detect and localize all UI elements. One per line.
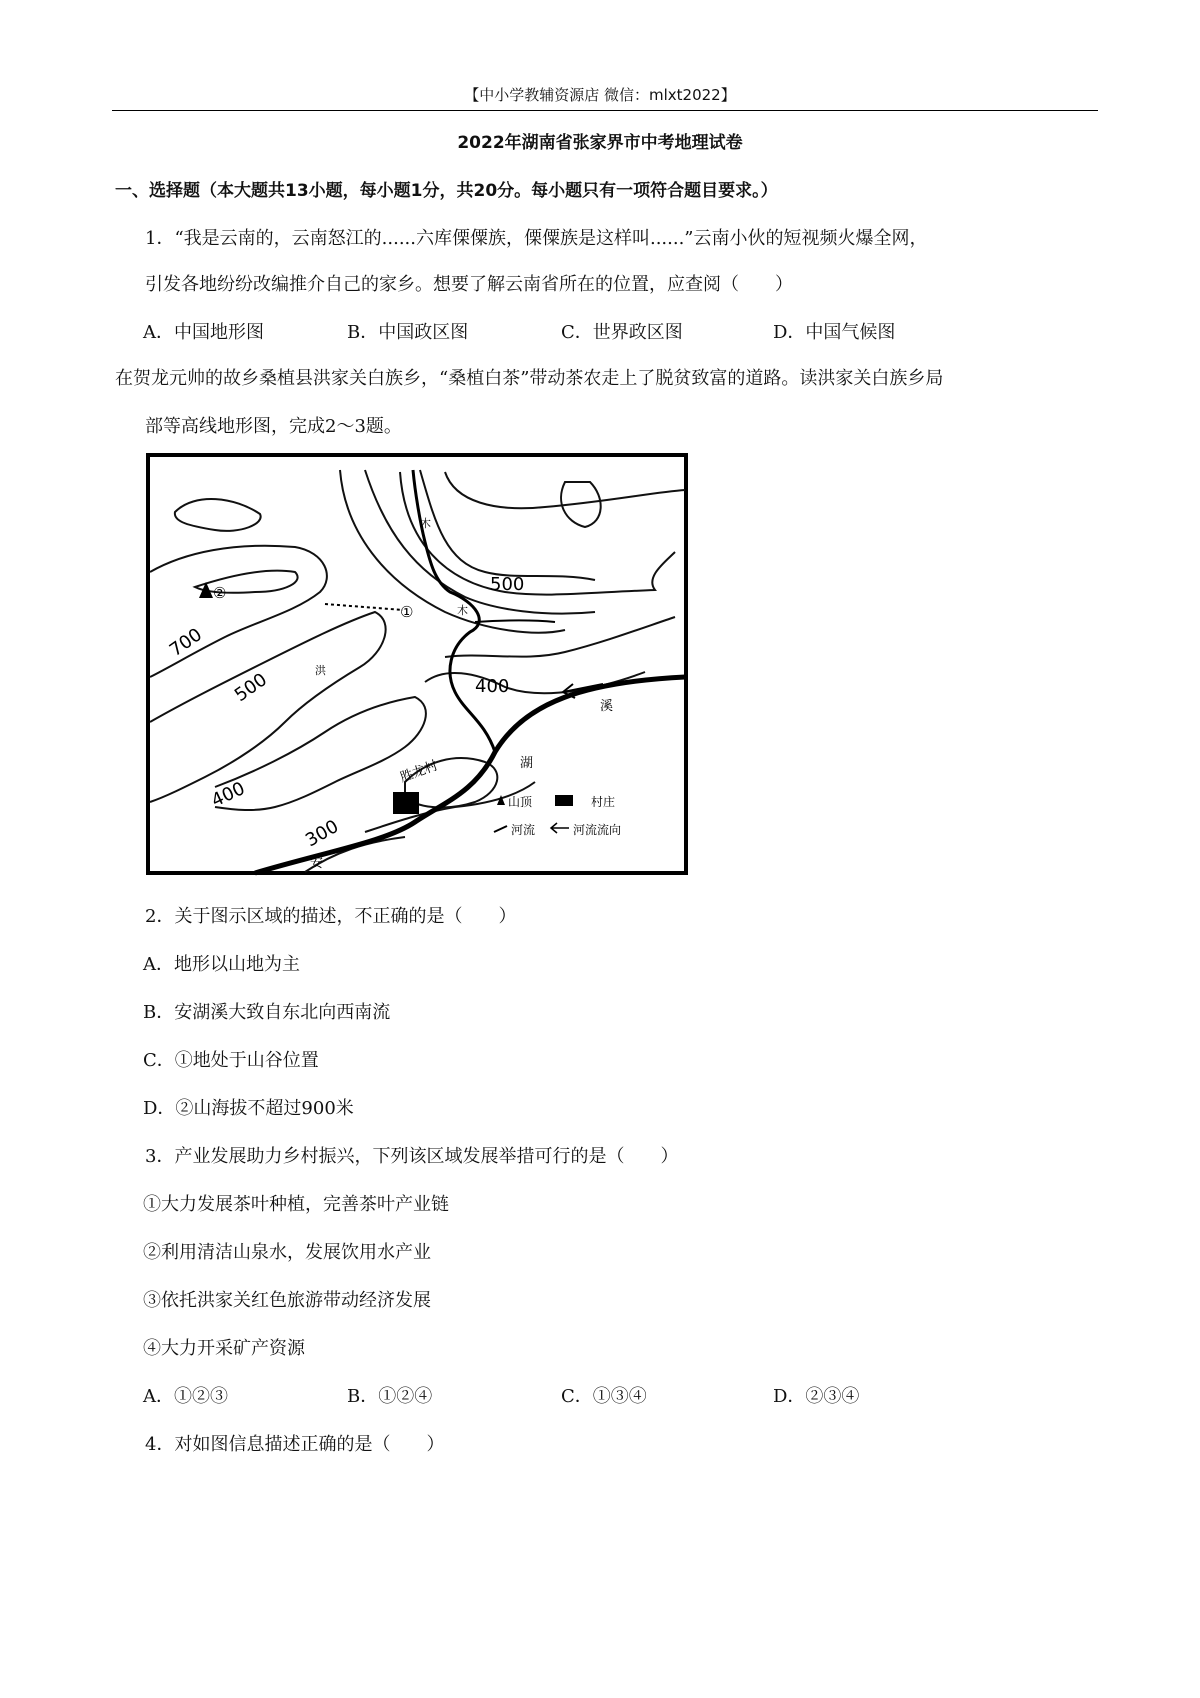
contour-label-400-e: 400 (475, 676, 510, 697)
q3-item-3: ③依托洪家关红色旅游带动经济发展 (143, 1290, 431, 1311)
q2-option-d[interactable]: D．②山海拔不超过900米 (143, 1098, 354, 1119)
river-char-3: 安 (310, 856, 324, 871)
contour-label-700: 700 (165, 624, 207, 662)
legend-village: 村庄 (591, 795, 616, 809)
q1-option-b[interactable]: B．中国政区图 (347, 322, 469, 343)
village-label: 胜龙村 (398, 758, 441, 786)
section-heading: 一、选择题（本大题共13小题，每小题1分，共20分。每小题只有一项符合题目要求。） (115, 181, 778, 201)
q2-option-b[interactable]: B．安湖溪大致自东北向西南流 (143, 1002, 391, 1023)
legend-flow: 河流流向 (573, 823, 622, 837)
contour-label-500-ne: 500 (490, 574, 525, 595)
q1-line2: 引发各地纷纷改编推介自己的家乡。想要了解云南省所在的位置，应查阅（ ） (145, 274, 793, 295)
q2-stem: 2．关于图示区域的描述，不正确的是（ ） (145, 906, 517, 927)
q3-option-d[interactable]: D．②③④ (773, 1386, 860, 1407)
q2-option-a[interactable]: A．地形以山地为主 (143, 954, 300, 975)
legend-village-icon (555, 795, 573, 806)
intro-line2: 部等高线地形图，完成2～3题。 (145, 416, 402, 437)
q1-option-d[interactable]: D．中国气候图 (773, 322, 896, 343)
legend-river: 河流 (511, 823, 536, 837)
contour-label-400-sw: 400 (208, 777, 249, 812)
header-divider (112, 110, 1098, 111)
intro-line1: 在贺龙元帅的故乡桑植县洪家关白族乡，“桑植白茶”带动茶农走上了脱贫致富的道路。读洪家关白族乡局 (115, 368, 944, 389)
river-char-4: 木 (420, 517, 431, 530)
contour-label-500-w: 500 (230, 669, 272, 707)
q3-item-1: ①大力发展茶叶种植，完善茶叶产业链 (143, 1194, 449, 1215)
q4-stem: 4．对如图信息描述正确的是（ ） (145, 1434, 445, 1455)
river-char-2: 湖 (520, 756, 534, 771)
point-2-label: ② (213, 584, 227, 602)
q3-option-a[interactable]: A．①②③ (143, 1386, 228, 1407)
point-1-label: ① (400, 603, 414, 621)
q1-line1: 1．“我是云南的，云南怒江的......六库傈僳族，傈僳族是这样叫......”云南小伙的短视频火爆全网， (145, 228, 928, 249)
q1-option-a[interactable]: A．中国地形图 (143, 322, 264, 343)
q3-item-2: ②利用清洁山泉水，发展饮用水产业 (143, 1242, 431, 1263)
q1-option-c[interactable]: C．世界政区图 (561, 322, 683, 343)
paper-title: 2022年湖南省张家界市中考地理试卷 (457, 133, 743, 153)
q2-option-c[interactable]: C．①地处于山谷位置 (143, 1050, 319, 1071)
q3-item-4: ④大力开采矿产资源 (143, 1338, 305, 1359)
q3-stem: 3．产业发展助力乡村振兴，下列该区域发展举措可行的是（ ） (145, 1146, 679, 1167)
q3-option-c[interactable]: C．①③④ (561, 1386, 647, 1407)
contour-label-300: 300 (302, 815, 343, 852)
q3-option-b[interactable]: B．①②④ (347, 1386, 433, 1407)
river-char-1: 溪 (600, 699, 614, 714)
contour-map (145, 452, 689, 876)
river-char-6: 洪 (315, 664, 326, 677)
legend-peak: 山顶 (508, 795, 533, 809)
header-note: 【中小学教辅资源店 微信：mlxt2022】 (464, 86, 736, 104)
river-char-5: 木 (457, 604, 468, 617)
